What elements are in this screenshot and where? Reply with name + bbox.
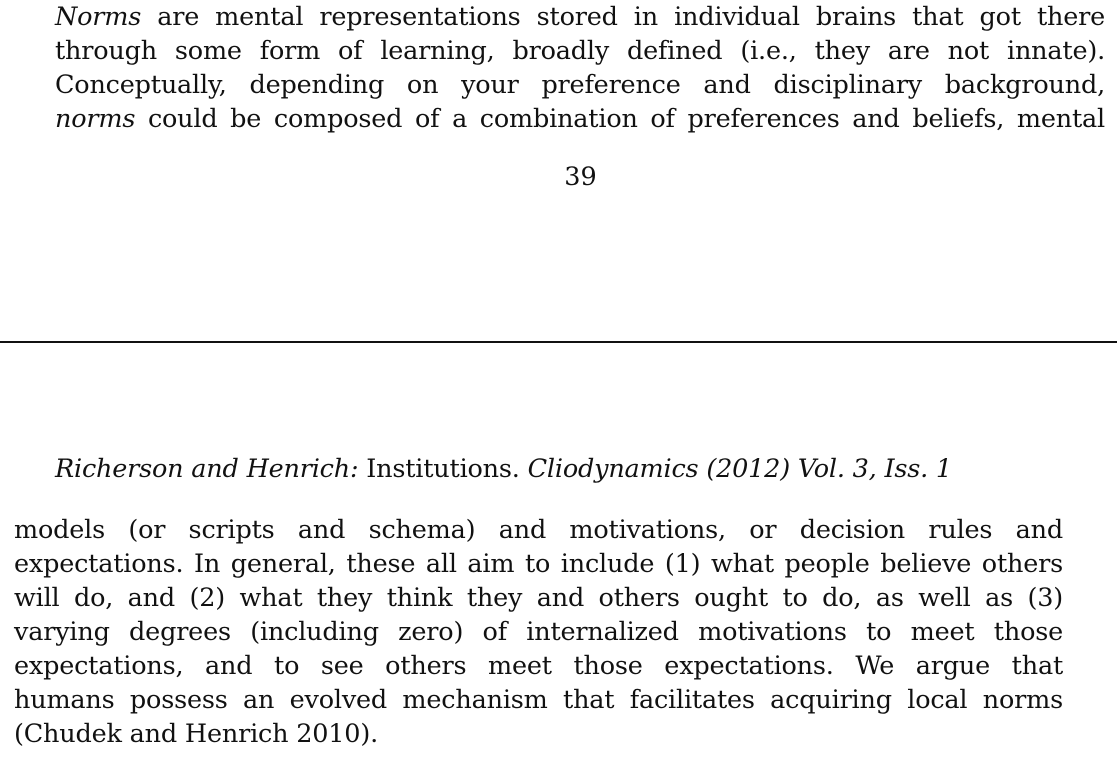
top-paragraph xyxy=(55,0,1105,136)
top-paragraph-line-1 xyxy=(55,0,1105,34)
italic-term: norms xyxy=(55,104,136,134)
top-paragraph-line-4 xyxy=(55,102,1105,136)
bottom-paragraph-line-6: humans possess an evolved mechanism that facilitates acquiring local norms xyxy=(14,685,1063,715)
bottom-paragraph-line-1: models (or scripts and schema) and motivations, or decision rules and xyxy=(14,515,1063,545)
page-number: 39 xyxy=(564,162,597,192)
header-authors: Richerson and Henrich: xyxy=(55,454,359,484)
top-paragraph-line-3 xyxy=(55,68,1105,102)
line-text: through some form of learning, broadly defined (i.e., they are not innate). xyxy=(55,36,1105,66)
line-text: Conceptually, depending on your preference and disciplinary background, xyxy=(55,70,1105,100)
bottom-paragraph-line-4: varying degrees (including zero) of internalized motivations to meet those xyxy=(14,617,1063,647)
running-header xyxy=(55,452,1055,486)
bottom-paragraph-line-3: will do, and (2) what they think they and others ought to do, as well as (3) xyxy=(14,583,1063,613)
header-title: Institutions. xyxy=(358,454,528,484)
line-text: could be composed of a combination of preferences and beliefs, mental xyxy=(135,104,1105,134)
bottom-paragraph-line-2: expectations. In general, these all aim to include (1) what people believe others xyxy=(14,549,1063,579)
bottom-paragraph-line-5: expectations, and to see others meet those expectations. We argue that xyxy=(14,651,1063,681)
italic-term: Norms xyxy=(55,2,142,32)
header-journal: Cliodynamics (2012) Vol. 3, Iss. 1 xyxy=(527,454,952,484)
bottom-paragraph xyxy=(14,513,1063,751)
bottom-paragraph-line-7: (Chudek and Henrich 2010). xyxy=(14,719,378,749)
page-divider xyxy=(0,341,1117,343)
line-text: are mental representations stored in individual brains that got there xyxy=(141,2,1105,32)
top-paragraph-line-2 xyxy=(55,34,1105,68)
